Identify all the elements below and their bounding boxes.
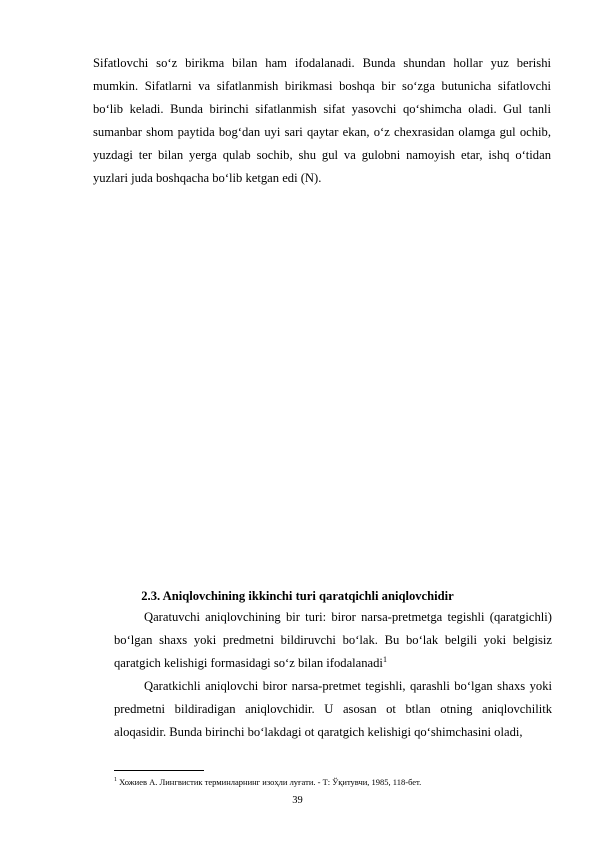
footnote-divider — [114, 770, 204, 771]
footnote-number: 1 — [114, 777, 117, 783]
footnote — [114, 774, 554, 788]
paragraph-1 — [114, 606, 552, 675]
paragraph-1-text: Qaratuvchi aniqlovchining bir turi: biror narsa-pretmetga tegishli (qaratgichli) bo‘lgan shaxs yoki predmetni bildiruvchi bo‘lak. Bu bo‘lak belgili yoki belgisiz qaratgich kelishigi formasidagi so‘z bilan ifodalanadi — [114, 610, 552, 670]
page-number: 39 — [292, 795, 303, 806]
footnote-reference[interactable]: 1 — [382, 654, 387, 664]
body-text — [114, 606, 552, 744]
paragraph-2: Qaratkichli aniqlovchi biror narsa-pretmet tegishli, qarashli bo‘lgan shaxs yoki predmetni bildiradigan aniqlovchidir. U asosan ot btlan otning aniqlovchilitk aloqasidir. Bunda birinchi bo‘lakdagi ot qaratgich kelishigi qo‘shimchasini oladi, — [114, 679, 552, 739]
footnote-text: Хожиев А. Лингвистик терминларнинг изоҳли луғати. - Т: Ўқитувчи, 1985, 118-бет. — [119, 776, 422, 787]
top-paragraph: Sifatlovchi so‘z birikma bilan ham ifodalanadi. Bunda shundan hollar yuz berishi mumkin. Sifatlarni va sifatlanmish birikmasi boshqa bir so‘zga butunicha sifatlovchi bo‘lib keladi. Bunda birinchi sifatlanmish sifat yasovchi qo‘shimcha oladi. Gul tanli sumanbar shom paytida bog‘dan uyi sari qaytar ekan, o‘z chexrasidan olamga gul ochib, yuzdagi ter bilan yerga qulab sochib, shu gul va gulobni namoyish etar, ishq o‘tidan yuzlari juda boshqacha bo‘lib ketgan edi (N). — [93, 56, 551, 185]
section-heading: 2.3. Aniqlovchining ikkinchi turi qaratqichli aniqlovchidir — [141, 589, 454, 603]
